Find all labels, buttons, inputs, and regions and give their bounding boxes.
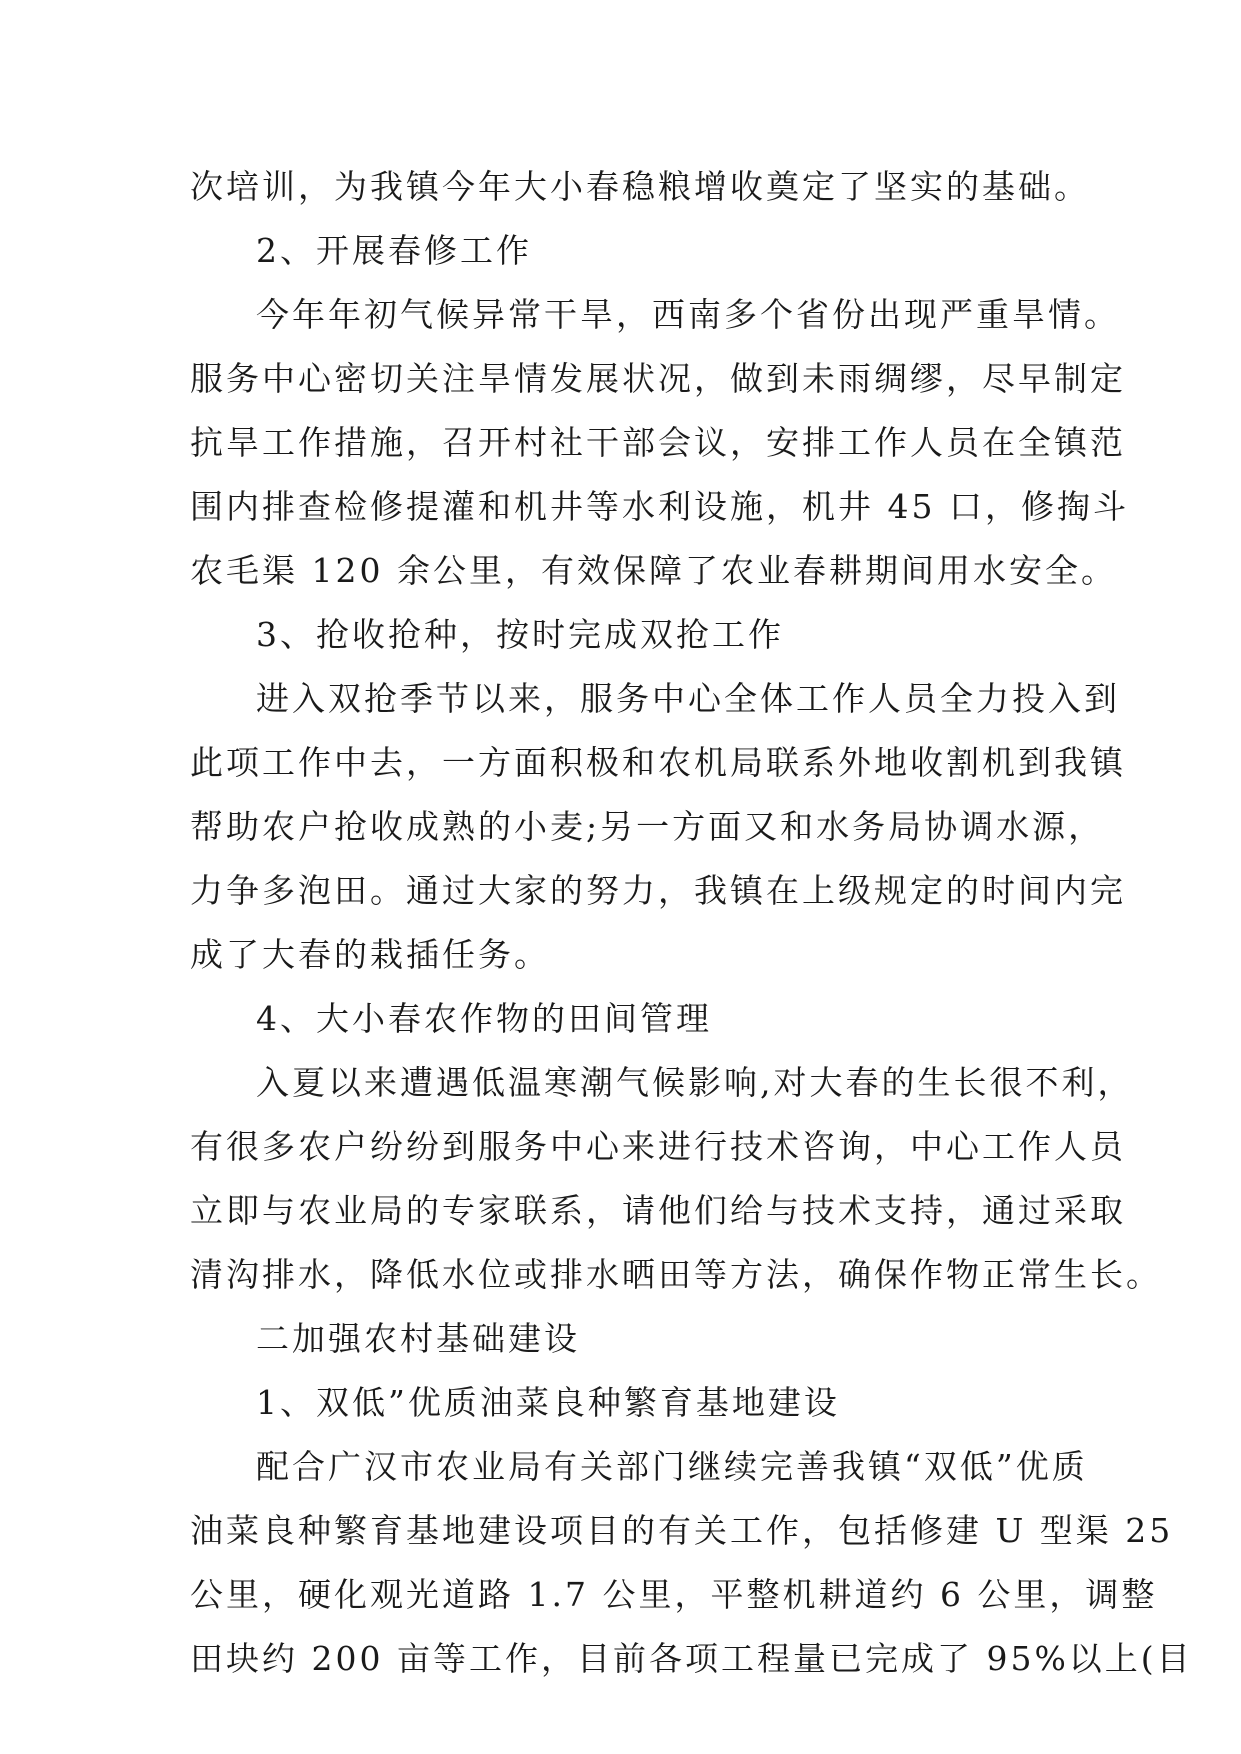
- paragraph-line: 入夏以来遭遇低温寒潮气候影响,对大春的生长很不利，: [256, 1063, 1134, 1102]
- paragraph-line: 田块约 200 亩等工作，目前各项工程量已完成了 95%以上(目: [190, 1639, 1193, 1678]
- paragraph-line: 农毛渠 120 余公里，有效保障了农业春耕期间用水安全。: [190, 551, 1117, 590]
- paragraph-line: 油菜良种繁育基地建设项目的有关工作，包括修建 U 型渠 25: [190, 1511, 1174, 1550]
- paragraph-line: 配合广汉市农业局有关部门继续完善我镇“双低”优质: [256, 1447, 1088, 1486]
- paragraph-line: 公里，硬化观光道路 1.7 公里，平整机耕道约 6 公里，调整: [190, 1575, 1158, 1614]
- paragraph-line: 围内排查检修提灌和机井等水利设施，机井 45 口，修掏斗: [190, 487, 1129, 526]
- document-body: [190, 155, 1193, 1691]
- paragraph-line-continuation: 次培训，为我镇今年大小春稳粮增收奠定了坚实的基础。: [190, 167, 1090, 206]
- section-heading-rapeseed-base: 1、双低”优质油菜良种繁育基地建设: [256, 1383, 840, 1422]
- paragraph-line: 此项工作中去，一方面积极和农机局联系外地收割机到我镇: [190, 743, 1126, 782]
- section-heading-field-management: 4、大小春农作物的田间管理: [256, 999, 712, 1038]
- paragraph-line: 今年年初气候异常干旱，西南多个省份出现严重旱情。: [256, 295, 1120, 334]
- paragraph-line: 抗旱工作措施，召开村社干部会议，安排工作人员在全镇范: [190, 423, 1126, 462]
- paragraph-line: 服务中心密切关注旱情发展状况，做到未雨绸缪，尽早制定: [190, 359, 1126, 398]
- paragraph-line: 帮助农户抢收成熟的小麦;另一方面又和水务局协调水源，: [190, 807, 1105, 846]
- paragraph-line: 力争多泡田。通过大家的努力，我镇在上级规定的时间内完: [190, 871, 1126, 910]
- section-heading-double-rush: 3、抢收抢种，按时完成双抢工作: [256, 615, 784, 654]
- paragraph-line: 有很多农户纷纷到服务中心来进行技术咨询，中心工作人员: [190, 1127, 1126, 1166]
- paragraph-line: 进入双抢季节以来，服务中心全体工作人员全力投入到: [256, 679, 1120, 718]
- section-heading-rural-infrastructure: 二加强农村基础建设: [256, 1319, 580, 1358]
- paragraph-line: 立即与农业局的专家联系，请他们给与技术支持，通过采取: [190, 1191, 1126, 1230]
- section-heading-spring-repair: 2、开展春修工作: [256, 231, 532, 270]
- paragraph-line: 成了大春的栽插任务。: [190, 935, 550, 974]
- paragraph-line: 清沟排水，降低水位或排水晒田等方法，确保作物正常生长。: [190, 1255, 1162, 1294]
